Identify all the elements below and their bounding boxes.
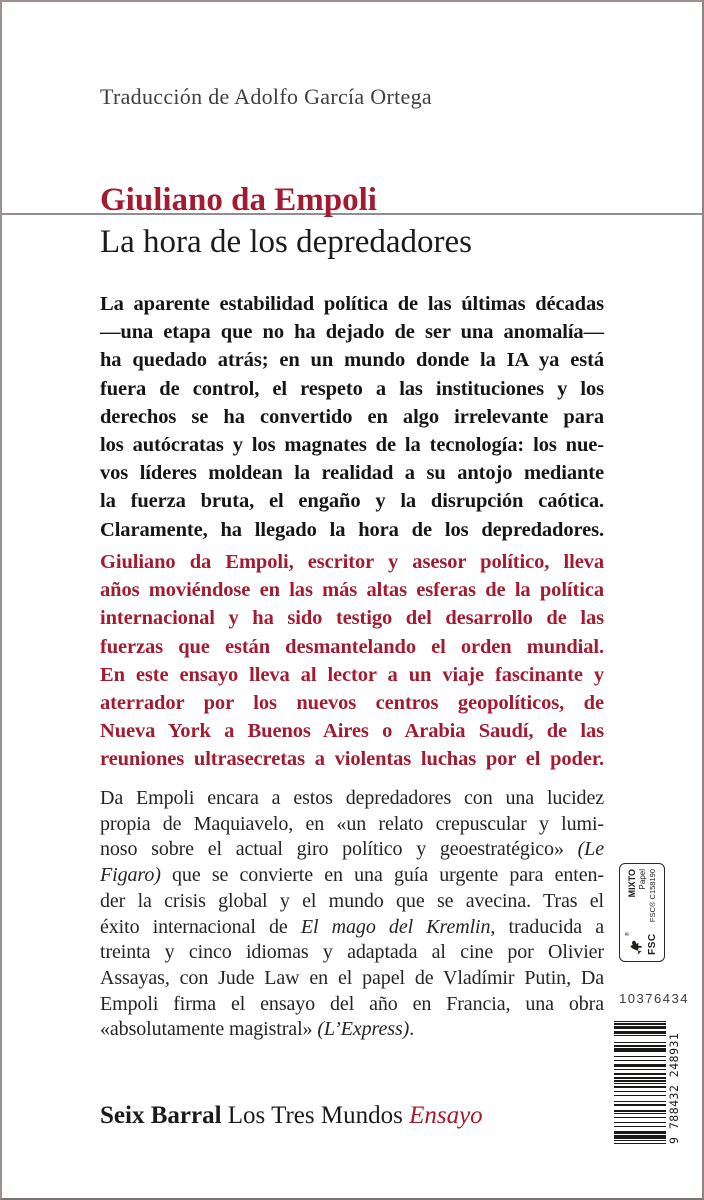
fsc-logo xyxy=(626,932,658,956)
text-line: los autócratas y los magnates de la tecnología: los nue- xyxy=(100,434,604,457)
text-line: Giuliano da Empoli, escritor y asesor político, lleva xyxy=(100,551,604,573)
text-line: internacional y ha sido testigo del desarrollo de las xyxy=(100,607,604,630)
fsc-tree-icon xyxy=(626,932,648,956)
text-line: Nueva York a Buenos Aires o Arabia Saudí, de las xyxy=(100,720,604,743)
barcode-bars xyxy=(614,1014,666,1144)
imprint-line xyxy=(100,1102,600,1130)
fsc-registered-mark: ® xyxy=(625,932,631,936)
publisher-name: Seix Barral xyxy=(100,1102,222,1129)
text-line: Figaro) que se convierte en una guía urgente para enten- xyxy=(100,864,604,887)
collection-name: Los Tres Mundos xyxy=(227,1102,403,1129)
text-line: —una etapa que no ha dejado de ser una anomalía— xyxy=(100,321,604,344)
fsc-type-label: MIXTO xyxy=(626,869,637,898)
book-title: La hora de los depredadores xyxy=(100,224,473,260)
text-line: vos líderes moldean la realidad a su antojo mediante xyxy=(100,462,604,485)
text-line: fuera de control, el respeto a las instituciones y los xyxy=(100,377,604,400)
fsc-cert-code: FSC® C158190 xyxy=(647,869,657,923)
synopsis-paragraph xyxy=(100,290,604,544)
fsc-label xyxy=(619,863,665,962)
text-line: Assayas, con Jude Law en el papel de Vladímir Putin, Da xyxy=(100,966,604,989)
publisher-blurb-paragraph xyxy=(100,548,604,774)
text-line: la fuerza bruta, el engaño y la disrupción caótica. xyxy=(100,490,604,513)
fsc-wordmark: FSC xyxy=(647,933,658,955)
genre-label: Ensayo xyxy=(409,1102,483,1129)
text-line: La aparente estabilidad política de las últimas décadas xyxy=(100,293,604,315)
text-line: derechos se ha convertido en algo irrelevante para xyxy=(100,405,604,428)
text-line: ha quedado atrás; en un mundo donde la IA ya está xyxy=(100,349,604,372)
fsc-paper-label: Papel xyxy=(637,869,647,890)
text-line: Claramente, ha llegado la hora de los depredadores. xyxy=(100,518,604,541)
print-code: 10376434 xyxy=(619,991,689,1006)
text-line: En este ensayo lleva al lector a un viaje fascinante y xyxy=(100,663,604,686)
text-line: der la crisis global y el mundo que se avecina. Tras el xyxy=(100,889,604,912)
text-line: años moviéndose en las más altas esferas de la política xyxy=(100,579,604,602)
author-name: Giuliano da Empoli xyxy=(100,182,377,218)
text-line: aterrador por los nuevos centros geopolíticos, de xyxy=(100,692,604,715)
review-paragraph xyxy=(100,786,604,1043)
barcode-digits: 9 788432 248931 xyxy=(667,1032,681,1144)
text-line: Da Empoli encara a estos depredadores con una lucidez xyxy=(100,787,604,809)
translator-line: Traducción de Adolfo García Ortega xyxy=(100,84,432,109)
ean-barcode xyxy=(614,1014,684,1144)
text-line: treinta y cinco idiomas y adaptada al cine por Olivier xyxy=(100,941,604,964)
text-line: Empoli firma el ensayo del año en Francia, una obra xyxy=(100,992,604,1015)
text-line: «absolutamente magistral» (L’Express). xyxy=(100,1018,415,1041)
text-line: fuerzas que están desmantelando el orden mundial. xyxy=(100,635,604,658)
text-line: noso sobre el actual giro político y geoestratégico» (Le xyxy=(100,838,604,861)
text-line: éxito internacional de El mago del Kremlin, traducida a xyxy=(100,915,604,938)
text-line: propia de Maquiavelo, en «un relato crepuscular y lumi- xyxy=(100,812,604,835)
text-line: reuniones ultrasecretas a violentas luchas por el poder. xyxy=(100,748,604,771)
